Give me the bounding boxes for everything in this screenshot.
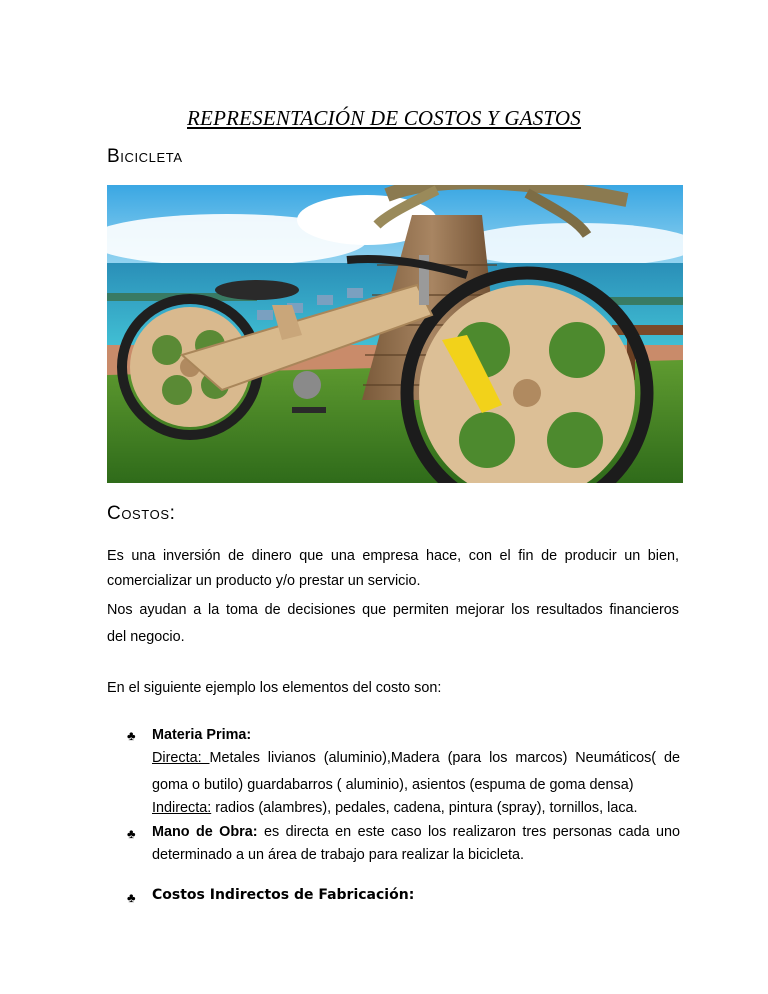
materia-prima-label: Materia Prima:: [152, 727, 252, 743]
directa-label: Directa:: [152, 750, 210, 766]
paragraph-line: comercializar un producto y/o prestar un servicio.: [107, 573, 421, 589]
document-title: REPRESENTACIÓN DE COSTOS Y GASTOS: [187, 106, 581, 130]
list-item-mano-de-obra: [152, 821, 680, 867]
indirecta-text: radios (alambres), pedales, cadena, pintura (spray), tornillos, laca.: [211, 800, 638, 816]
mano-de-obra-text: es directa en este caso los realizaron tres personas cada uno: [257, 824, 680, 840]
bicycle-photo: [107, 185, 683, 483]
costos-paragraph: [107, 544, 679, 594]
intro-line: En el siguiente ejemplo los elementos del costo son:: [107, 680, 442, 696]
directa-text-cont: goma o butilo) guardabarros ( aluminio), asientos (espuma de goma densa): [152, 777, 634, 793]
list-item-cif: [152, 884, 680, 907]
directa-text: Metales livianos (aluminio),Madera (para los marcos) Neumáticos( de: [209, 750, 680, 766]
club-bullet-icon: ♣: [127, 728, 136, 743]
heading-bicicleta: Bicicleta: [107, 146, 183, 167]
paragraph-line: del negocio.: [107, 629, 185, 645]
decisiones-paragraph: [107, 598, 679, 650]
club-bullet-icon: ♣: [127, 890, 136, 905]
list-item-materia-prima: [152, 724, 680, 820]
club-bullet-icon: ♣: [127, 826, 136, 841]
mano-de-obra-text-cont: determinado a un área de trabajo para realizar la bicicleta.: [152, 847, 524, 863]
indirecta-label: Indirecta:: [152, 800, 212, 816]
heading-costos: Costos:: [107, 503, 176, 524]
paragraph-line: Es una inversión de dinero que una empresa hace, con el fin de producir un bien,: [107, 548, 679, 564]
paragraph-line: Nos ayudan a la toma de decisiones que permiten mejorar los resultados financieros: [107, 602, 679, 618]
mano-de-obra-label: Mano de Obra:: [152, 824, 258, 840]
wooden-bicycle-image: [107, 185, 683, 483]
cif-label: Costos Indirectos de Fabricación:: [152, 887, 415, 903]
